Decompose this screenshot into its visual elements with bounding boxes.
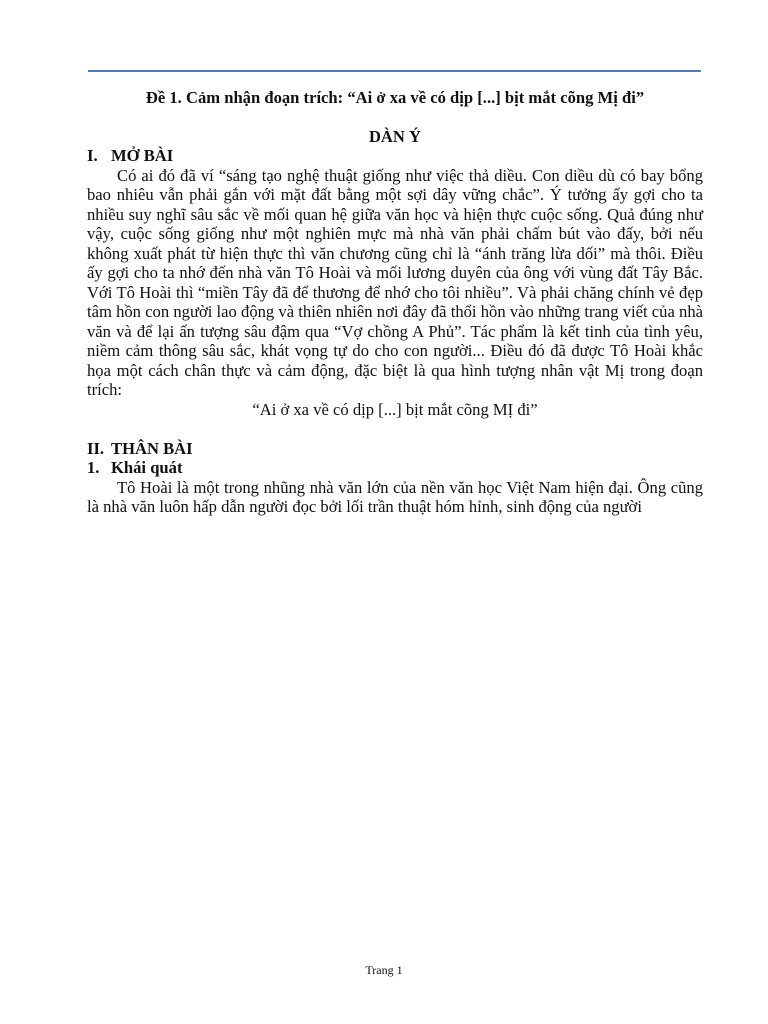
excerpt-quote: “Ai ở xa về có dịp [...] bịt mắt cõng MỊ đi” — [252, 399, 538, 419]
document-title: Đề 1. Cảm nhận đoạn trích: “Ai ở xa về có dịp [...] bịt mắt cõng Mị đi” — [145, 88, 645, 107]
section-heading-than-bai — [87, 439, 703, 459]
page-number: Trang 1 — [365, 963, 403, 977]
section-number: II. — [87, 438, 105, 458]
section-number: I. — [87, 146, 98, 165]
header-rule — [88, 70, 701, 72]
overview-paragraph: Tô Hoài là một trong nhũng nhà văn lớn của nền văn học Việt Nam hiện đại. Ông cũng là nhà văn luôn hấp dẫn người đọc bởi lối trần thuật hóm hỉnh, sinh động của người — [87, 477, 703, 516]
document-body — [87, 88, 703, 517]
outline-heading: DÀN Ý — [368, 126, 422, 146]
section-title: MỞ BÀI — [111, 146, 174, 165]
section-title: THÂN BÀI — [111, 438, 193, 458]
blank-line — [87, 419, 703, 439]
subsection-heading-khai-quat — [87, 458, 703, 478]
subsection-number: 1. — [87, 458, 100, 477]
section-heading-mo-bai — [87, 146, 703, 166]
intro-paragraph: Có ai đó đã ví “sáng tạo nghệ thuật giống như việc thả diều. Con diều dù có bay bổng bao nhiêu vẫn phải gắn với mặt đất bằng một sợi dây vững chắc”. Ý tưởng ấy gợi cho ta nhiều suy nghĩ sâu sắc về mối quan hệ giữa văn học và hiện thực cuộc sống. Quả đúng như vậy, cuộc sống giống như một nghiên mực mà nhà văn phải chấm bút vào đấy, bởi nếu không xuất phát từ hiện thực thì văn chương cũng chỉ là “ánh trăng lừa dối” mà thôi. Điều ấy gợi cho ta nhớ đến nhà văn Tô Hoài và mối lương duyên của ông với vùng đất Tây Bắc. Với Tô Hoài thì “miền Tây đã để thương để nhớ cho tôi nhiều”. Và phải chăng chính vẻ đẹp tâm hồn con người lao động và thiên nhiên nơi đây đã thổi hồn vào những trang viết của nhà văn và để lại ấn tượng sâu đậm qua “Vợ chồng A Phủ”. Tác phẩm là kết tinh của tình yêu, niềm cảm thông sâu sắc, khát vọng tự do cho con người... Điều đó đã được Tô Hoài khắc họa một cách chân thực và cảm động, đặc biệt là qua hình tượng nhân vật Mị trong đoạn trích: — [87, 165, 703, 399]
subsection-title: Khái quát — [111, 458, 183, 477]
